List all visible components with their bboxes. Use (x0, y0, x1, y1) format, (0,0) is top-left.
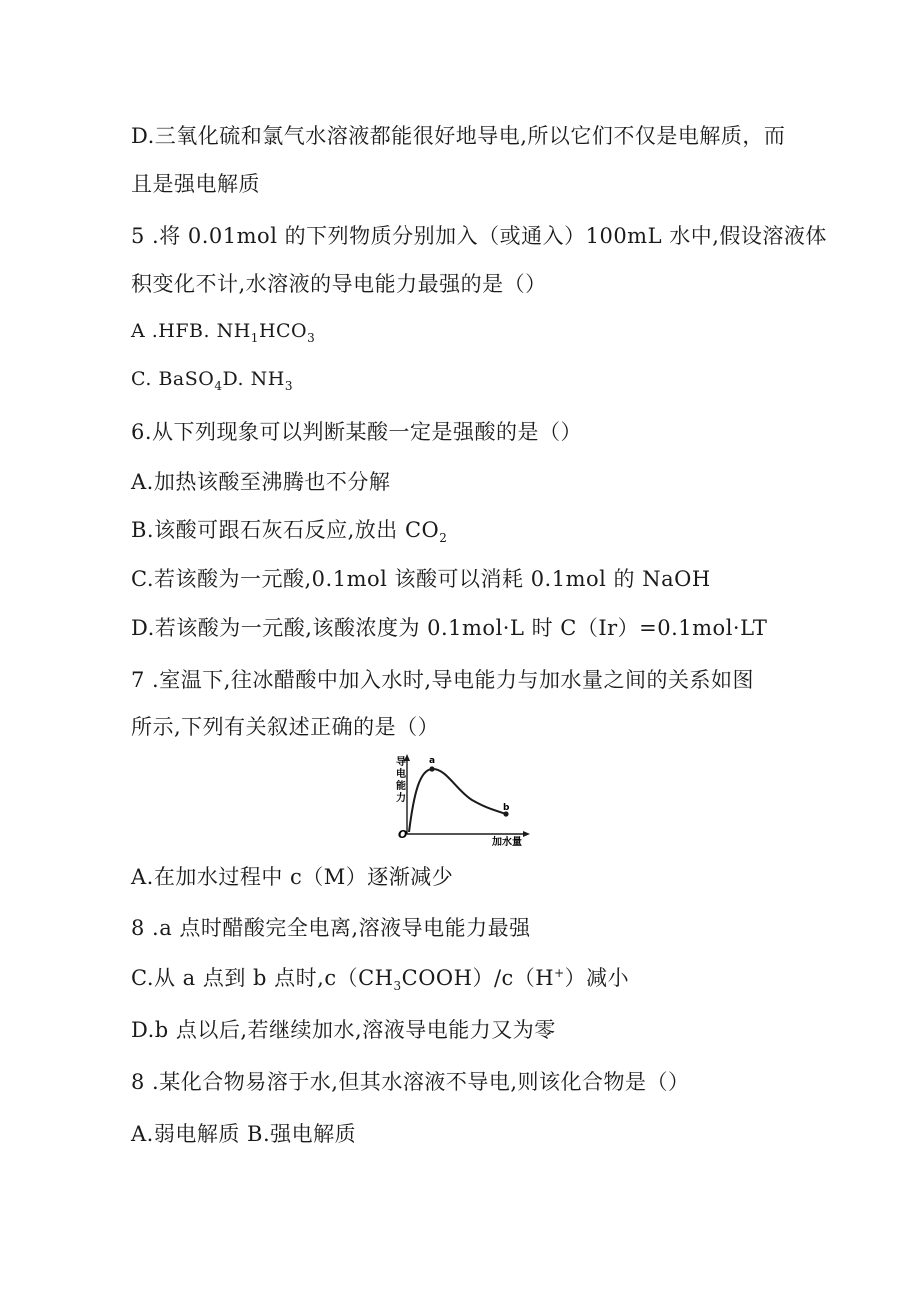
q6-option-c: C.若该酸为一元酸,0.1mol 该酸可以消耗 0.1mol 的 NaOH (131, 567, 711, 591)
point-a-marker (429, 766, 434, 771)
q7-option-c-pre: C.从 a 点到 b 点时,c（CH (131, 966, 394, 990)
q7-option-b: 8 .a 点时醋酸完全电离,溶液导电能力最强 (131, 916, 531, 940)
q4-option-d-line2: 且是强电解质 (131, 172, 260, 196)
origin-label: O (398, 828, 408, 841)
q5-stem-line2: 积变化不计,水溶液的导电能力最强的是（） (131, 272, 547, 296)
q5-option-b-text: HCO (258, 320, 308, 342)
q5-sub: 4 (214, 378, 223, 393)
y-label-char: 电 (396, 769, 406, 780)
q5-options-cd (131, 368, 293, 393)
q7-option-c-post: ）减小 (564, 966, 630, 990)
q7-option-d: D.b 点以后,若继续加水,溶液导电能力又为零 (131, 1018, 556, 1042)
x-axis-label: 加水量 (492, 837, 522, 848)
q7-option-a: A.在加水过程中 c（M）逐渐减少 (131, 865, 454, 889)
q5-stem-line1: 5 .将 0.01mol 的下列物质分别加入（或通入）100mL 水中,假设溶液体 (131, 224, 827, 248)
q5-option-d-text: D. NH (222, 368, 285, 390)
q6-option-b (131, 514, 447, 545)
q5-options-ab (131, 320, 315, 345)
q5-sub: 3 (307, 330, 316, 345)
q8-stem: 8 .某化合物易溶于水,但其水溶液不导电,则该化合物是（） (131, 1070, 690, 1094)
q6-option-d: D.若该酸为一元酸,该酸浓度为 0.1mol·L 时 C（Ir）=0.1mol·LT (131, 616, 768, 640)
q5-sub: 3 (284, 378, 293, 393)
y-label-char: 导 (396, 757, 406, 768)
y-label-char: 能 (396, 781, 406, 792)
q5-sub: 1 (250, 330, 259, 345)
q6-stem: 6.从下列现象可以判断某酸一定是强酸的是（） (131, 420, 583, 444)
y-label-char: 力 (396, 793, 406, 804)
q7-stem-line1: 7 .室温下,往冰醋酸中加入水时,导电能力与加水量之间的关系如图 (131, 668, 755, 692)
point-a-label: a (429, 756, 436, 766)
q4-option-d-line1: D.三氧化硫和氯气水溶液都能很好地导电,所以它们不仅是电解质，而 (131, 124, 786, 148)
q7-option-c (131, 962, 629, 993)
q7-sub: 3 (393, 979, 402, 994)
conductivity-figure (394, 752, 530, 848)
point-b-label: b (503, 803, 510, 813)
q7-option-c-mid: COOH）/c（H (401, 966, 555, 990)
q6-option-a: A.加热该酸至沸腾也不分解 (131, 470, 391, 494)
q6-sub: 2 (439, 531, 448, 546)
q7-stem-line2: 所示,下列有关叙述正确的是（） (131, 715, 440, 739)
q6-option-b-text: B.该酸可跟石灰石反应,放出 CO (131, 518, 440, 542)
q8-options-ab: A.弱电解质 B.强电解质 (131, 1122, 357, 1146)
q7-sup: + (554, 966, 565, 980)
x-axis-arrow-icon (523, 831, 530, 837)
q5-option-a-b-text: A .HFB. NH (131, 320, 251, 342)
conductivity-curve (409, 769, 506, 832)
q5-option-c-text: C. BaSO (131, 368, 215, 390)
